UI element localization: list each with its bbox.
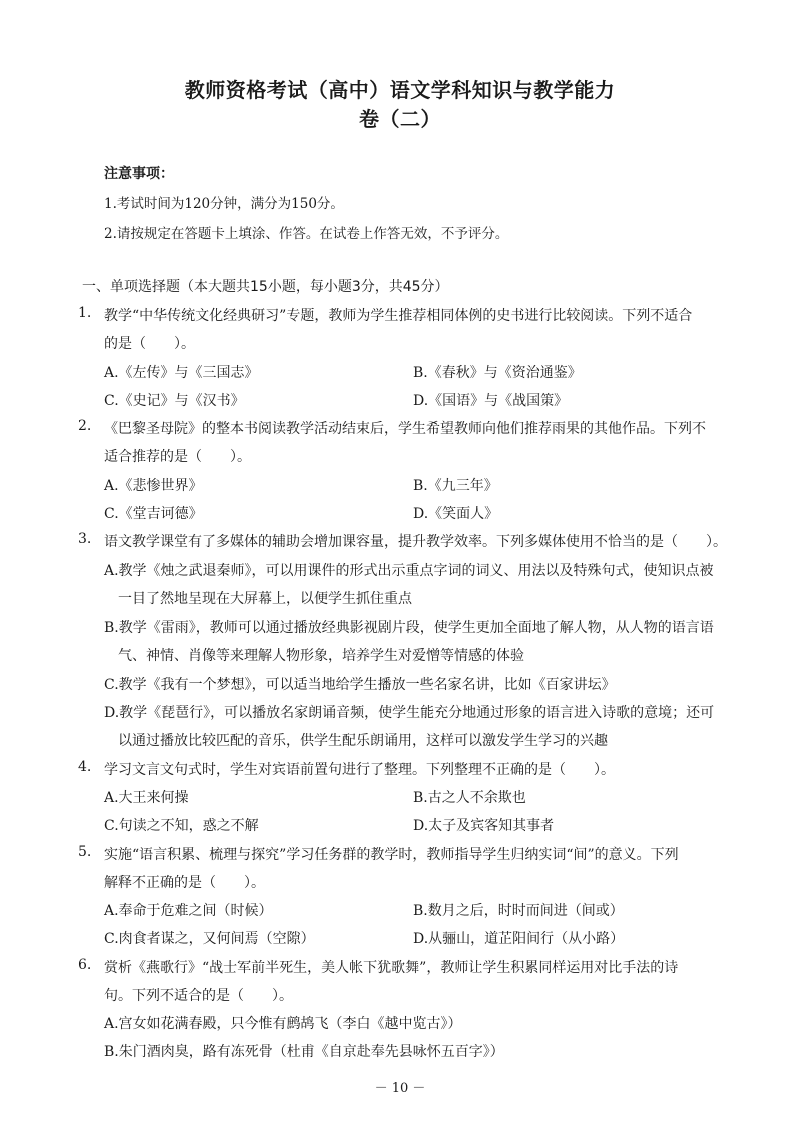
notice-heading: 注意事项： [104,166,174,182]
question-stem: 的是（ ）。 [104,336,195,352]
notice-item: 2.请按规定在答题卡上填涂、作答。在试卷上作答无效，不予评分。 [104,226,509,242]
exam-title: 教师资格考试（高中）语文学科知识与教学能力 [184,78,616,102]
question-number: 4. [78,759,92,775]
option-d: D.教学《琵琶行》，可以播放名家朗诵音频，使学生能充分地通过形象的语言进入诗歌的意境；还可 [104,705,715,721]
option-c: C.肉食者谋之，又何间焉（空隙） [104,931,315,947]
option-d: D.《笑面人》 [413,506,499,522]
question-stem: 《巴黎圣母院》的整本书阅读教学活动结束后，学生希望教师向他们推荐雨果的其他作品。下列不 [104,421,706,437]
question-number: 3. [78,531,92,547]
option-b: B.《九三年》 [413,478,498,494]
question-number: 1. [78,305,92,321]
option-d: D.《国语》与《战国策》 [413,393,569,409]
option-a: A.《左传》与《三国志》 [104,365,259,381]
option-c: C.句读之不知，惑之不解 [104,818,259,834]
question-number: 5. [78,844,92,860]
notice-item: 1.考试时间为120分钟，满分为150分。 [104,196,344,212]
question-number: 2. [78,418,92,434]
question-stem: 实施“语言积累、梳理与探究”学习任务群的教学时，教师指导学生归纳实词“间”的意义。下列 [104,847,679,863]
option-a: A.大王来何操 [104,790,189,806]
option-a: A.《悲惨世界》 [104,478,203,494]
option-b: B.古之人不余欺也 [413,790,526,806]
page-number: － 10 － [374,1081,426,1096]
option-b: B.《春秋》与《资治通鉴》 [413,365,582,381]
question-number: 6. [78,957,92,973]
question-stem: 适合推荐的是（ ）。 [104,449,251,465]
option-d-continued: 以通过播放比较匹配的音乐，供学生配乐朗诵用，这样可以激发学生学习的兴趣 [118,733,608,749]
question-stem: 解释不正确的是（ ）。 [104,875,265,891]
option-c: C.《堂吉诃德》 [104,506,203,522]
question-stem: 赏析《燕歌行》“战士军前半死生，美人帐下犹歌舞”，教师让学生积累同样运用对比手法的诗 [104,960,679,976]
option-a-continued: 一目了然地呈现在大屏幕上，以便学生抓住重点 [118,591,412,607]
question-stem: 语文教学课堂有了多媒体的辅助会增加课容量，提升教学效率。下列多媒体使用不恰当的是（ ）。 [104,534,727,550]
option-c: C.《史记》与《汉书》 [104,393,245,409]
option-c: C.教学《我有一个梦想》，可以适当地给学生播放一些名家名讲，比如《百家讲坛》 [104,677,616,693]
option-b-continued: 气、神情、肖像等来理解人物形象，培养学生对爱憎等情感的体验 [118,648,524,664]
question-stem: 句。下列不适合的是（ ）。 [104,988,293,1004]
option-b: B.教学《雷雨》，教师可以通过播放经典影视剧片段，使学生更加全面地了解人物，从人物的语言语 [104,620,714,636]
option-b: B.数月之后，时时而间进（间或） [413,903,624,919]
option-a: A.教学《烛之武退秦师》，可以用课件的形式出示重点字词的词义、用法以及特殊句式，使知识点被 [104,563,714,579]
exam-subtitle: 卷（二） [359,107,441,131]
question-stem: 学习文言文句式时，学生对宾语前置句进行了整理。下列整理不正确的是（ ）。 [104,762,615,778]
section-heading: 一、单项选择题（本大题共15小题，每小题3分，共45分） [82,279,449,295]
option-b: B.朱门酒肉臭，路有冻死骨（杜甫《自京赴奉先县咏怀五百字》） [104,1044,504,1060]
option-d: D.太子及宾客知其事者 [413,818,555,834]
option-a: A.奉命于危难之间（时候） [104,903,273,919]
option-a: A.宫女如花满春殿，只今惟有鹧鸪飞（李白《越中览古》） [104,1016,462,1032]
option-d: D.从骊山，道芷阳间行（从小路） [413,931,625,947]
question-stem: 教学“中华传统文化经典研习”专题，教师为学生推荐相同体例的史书进行比较阅读。下列不适合 [104,308,693,324]
